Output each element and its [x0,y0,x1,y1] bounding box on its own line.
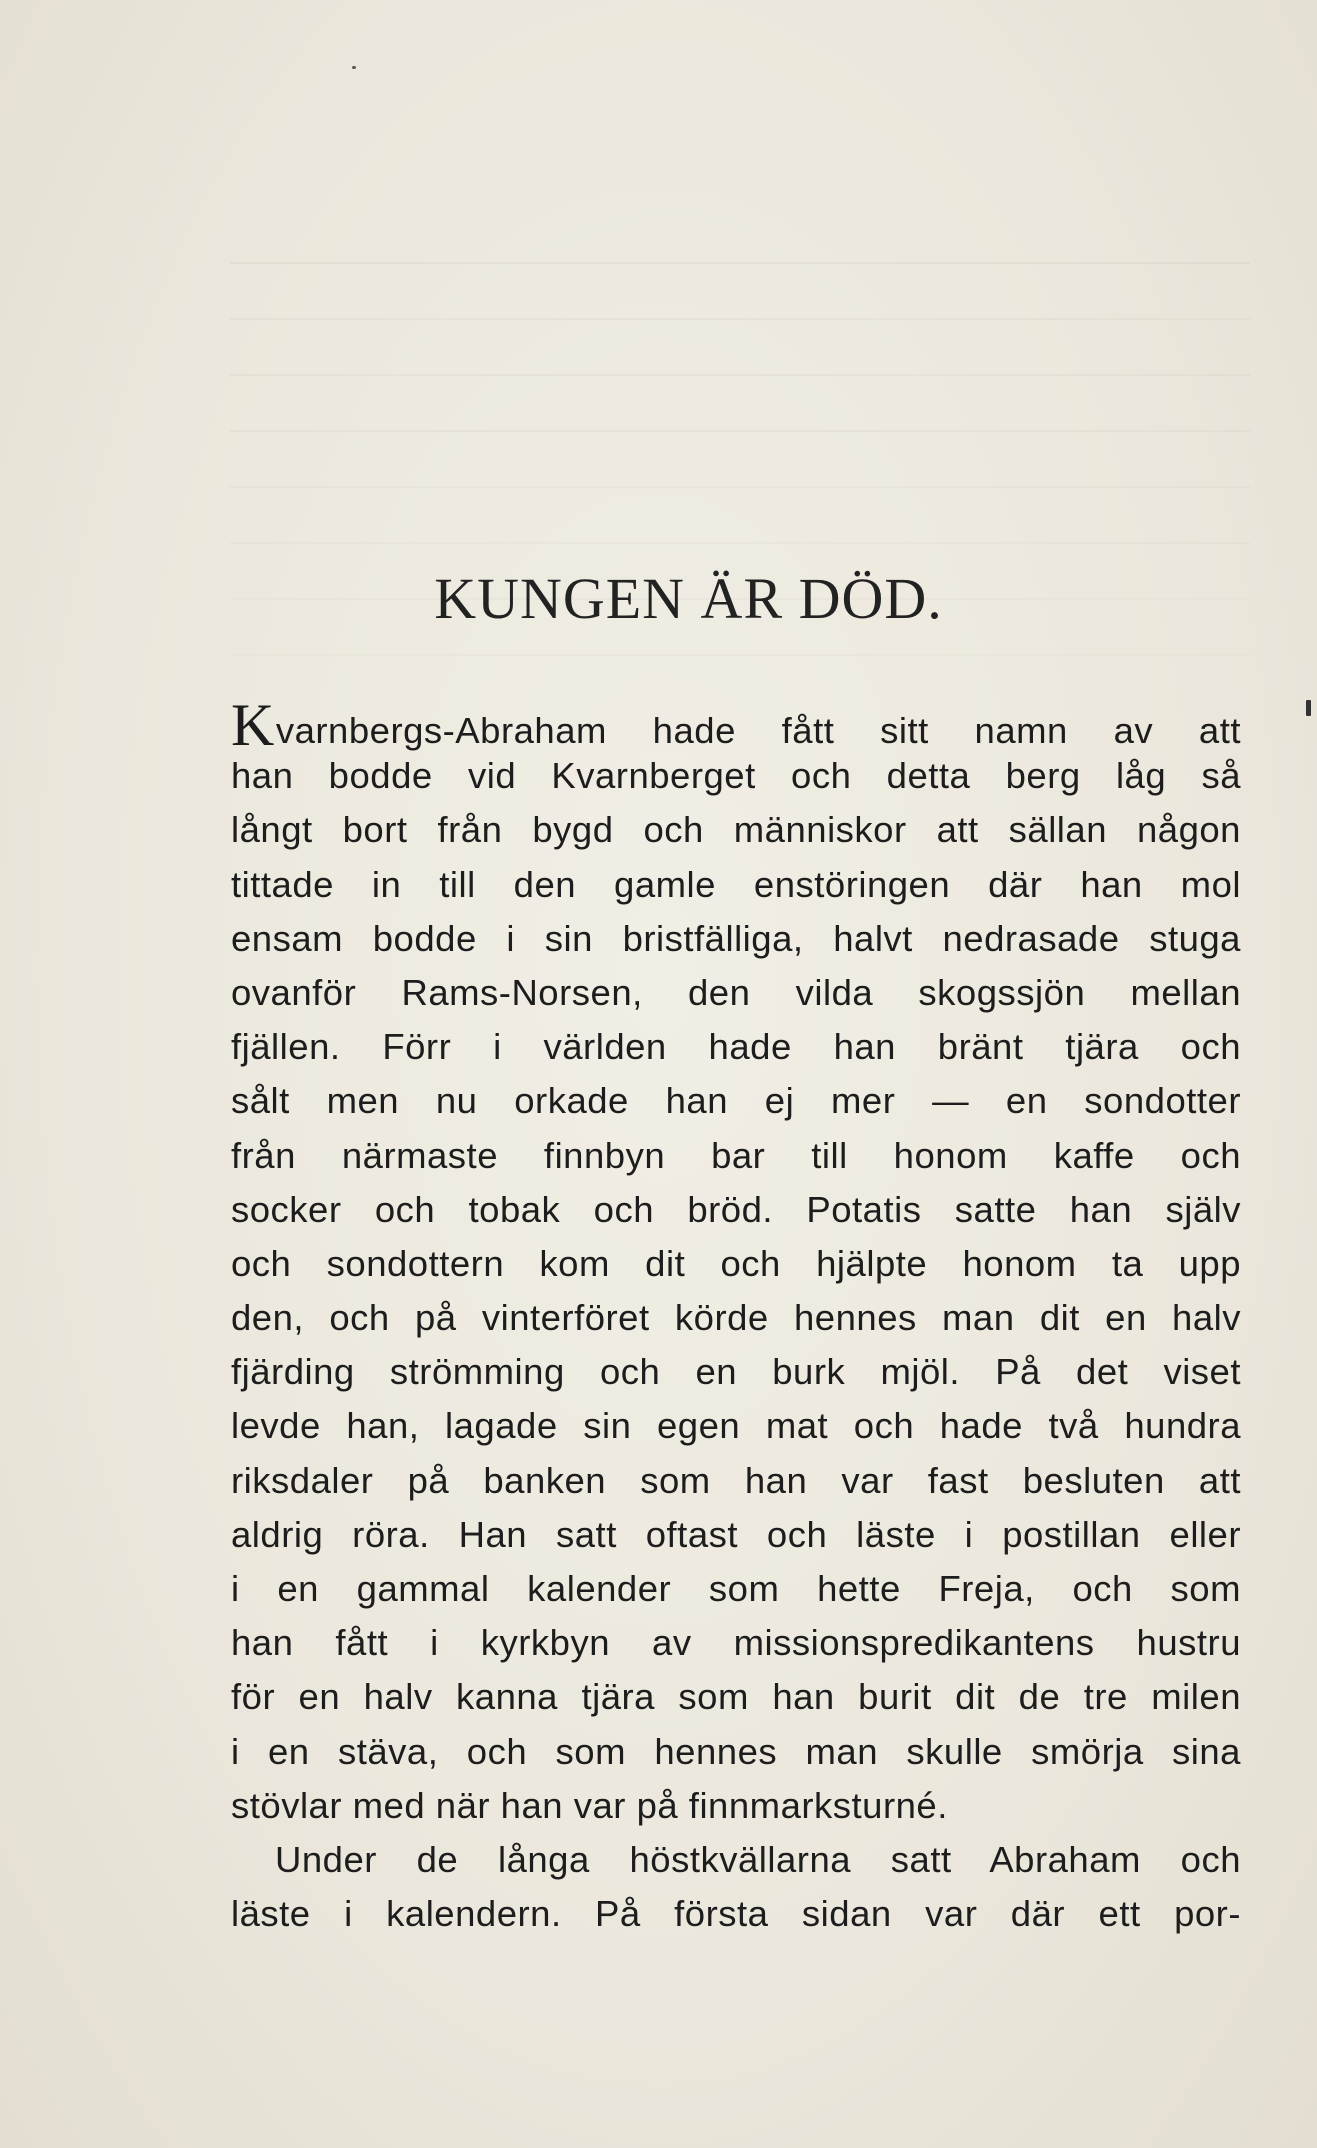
body-line: aldrig röra. Han satt oftast och läste i postillan eller [231,1513,1241,1555]
body-line: långt bort från bygd och människor att sällan någon [231,809,1241,851]
body-line: fjärding strömming och en burk mjöl. På det viset [231,1351,1241,1393]
chapter-body [231,692,1241,1941]
body-line: ensam bodde i sin bristfälliga, halvt nedrasade stuga [231,917,1241,959]
body-line: från närmaste finnbyn bar till honom kaffe och [231,1134,1241,1176]
body-line: i en stäva, och som hennes man skulle smörja sina [231,1730,1241,1772]
body-line: fjällen. Förr i världen hade han bränt tjära och [231,1026,1241,1068]
paper-speck [352,66,356,69]
body-line: han fått i kyrkbyn av missionspredikantens hustru [231,1622,1241,1664]
body-line: han bodde vid Kvarnberget och detta berg låg så [231,755,1241,797]
body-line: stövlar med när han var på finnmarksturné. [231,1784,948,1826]
body-line: för en halv kanna tjära som han burit dit de tre milen [231,1676,1241,1718]
body-line: Under de långa höstkvällarna satt Abraham och [275,1838,1241,1880]
chapter-title: KUNGEN ÄR DÖD. [434,566,943,631]
body-line: riksdaler på banken som han var fast besluten att [231,1459,1241,1501]
body-line: sålt men nu orkade han ej mer — en sondotter [231,1080,1241,1122]
body-line: levde han, lagade sin egen mat och hade två hundra [231,1405,1241,1447]
body-line: ovanför Rams-Norsen, den vilda skogssjön mellan [231,971,1241,1013]
body-line: läste i kalendern. På första sidan var där ett por- [231,1893,1241,1935]
body-line: den, och på vinterföret körde hennes man dit en halv [231,1297,1241,1339]
body-line: socker och tobak och bröd. Potatis satte han själv [231,1188,1241,1230]
drop-cap: K [231,692,275,758]
body-line: Kvarnbergs-Abraham hade fått sitt namn av att [231,692,1241,758]
body-line: i en gammal kalender som hette Freja, och som [231,1568,1241,1609]
paper-speck [1306,700,1311,716]
body-line: tittade in till den gamle enstöringen där han mol [231,863,1241,905]
body-line: och sondottern kom dit och hjälpte honom ta upp [231,1242,1241,1284]
